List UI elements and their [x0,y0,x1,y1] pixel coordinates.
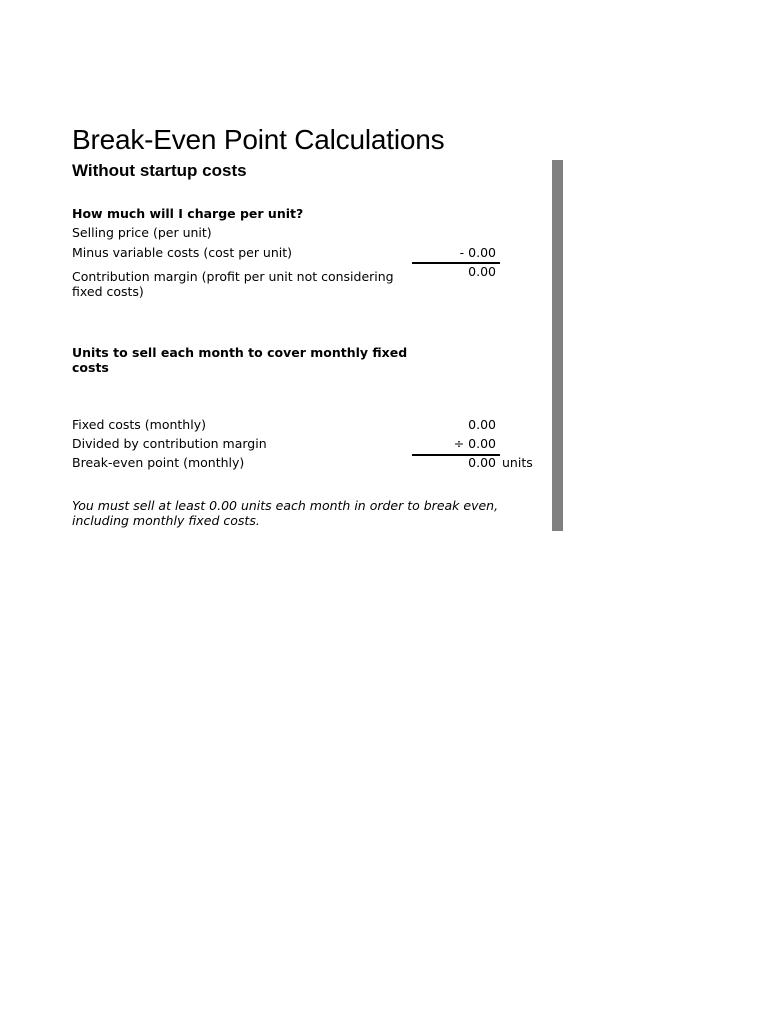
divided-value: ÷ 0.00 [453,436,496,451]
variable-costs-label: Minus variable costs (cost per unit) [72,245,293,260]
divided-label: Divided by contribution margin [72,436,267,451]
contribution-margin-label: Contribution margin (profit per unit not considering fixed costs) [72,269,394,299]
page-subtitle: Without startup costs [72,161,247,180]
sidebar-bar [552,160,563,531]
breakeven-value: 0.00 [468,455,496,470]
breakeven-label: Break-even point (monthly) [72,455,245,470]
contribution-margin-value: 0.00 [468,264,496,279]
charge-heading: How much will I charge per unit? [72,206,304,221]
selling-price-label: Selling price (per unit) [72,225,212,240]
units-heading: Units to sell each month to cover monthly fixed costs [72,345,408,375]
variable-costs-value: - 0.00 [459,245,496,260]
breakeven-note: You must sell at least 0.00 units each month in order to break even, including monthly fixed costs. [72,498,499,528]
page-title: Break-Even Point Calculations [72,124,445,155]
fixed-costs-value: 0.00 [468,417,496,432]
fixed-costs-label: Fixed costs (monthly) [72,417,206,432]
breakeven-unit: units [502,455,533,470]
